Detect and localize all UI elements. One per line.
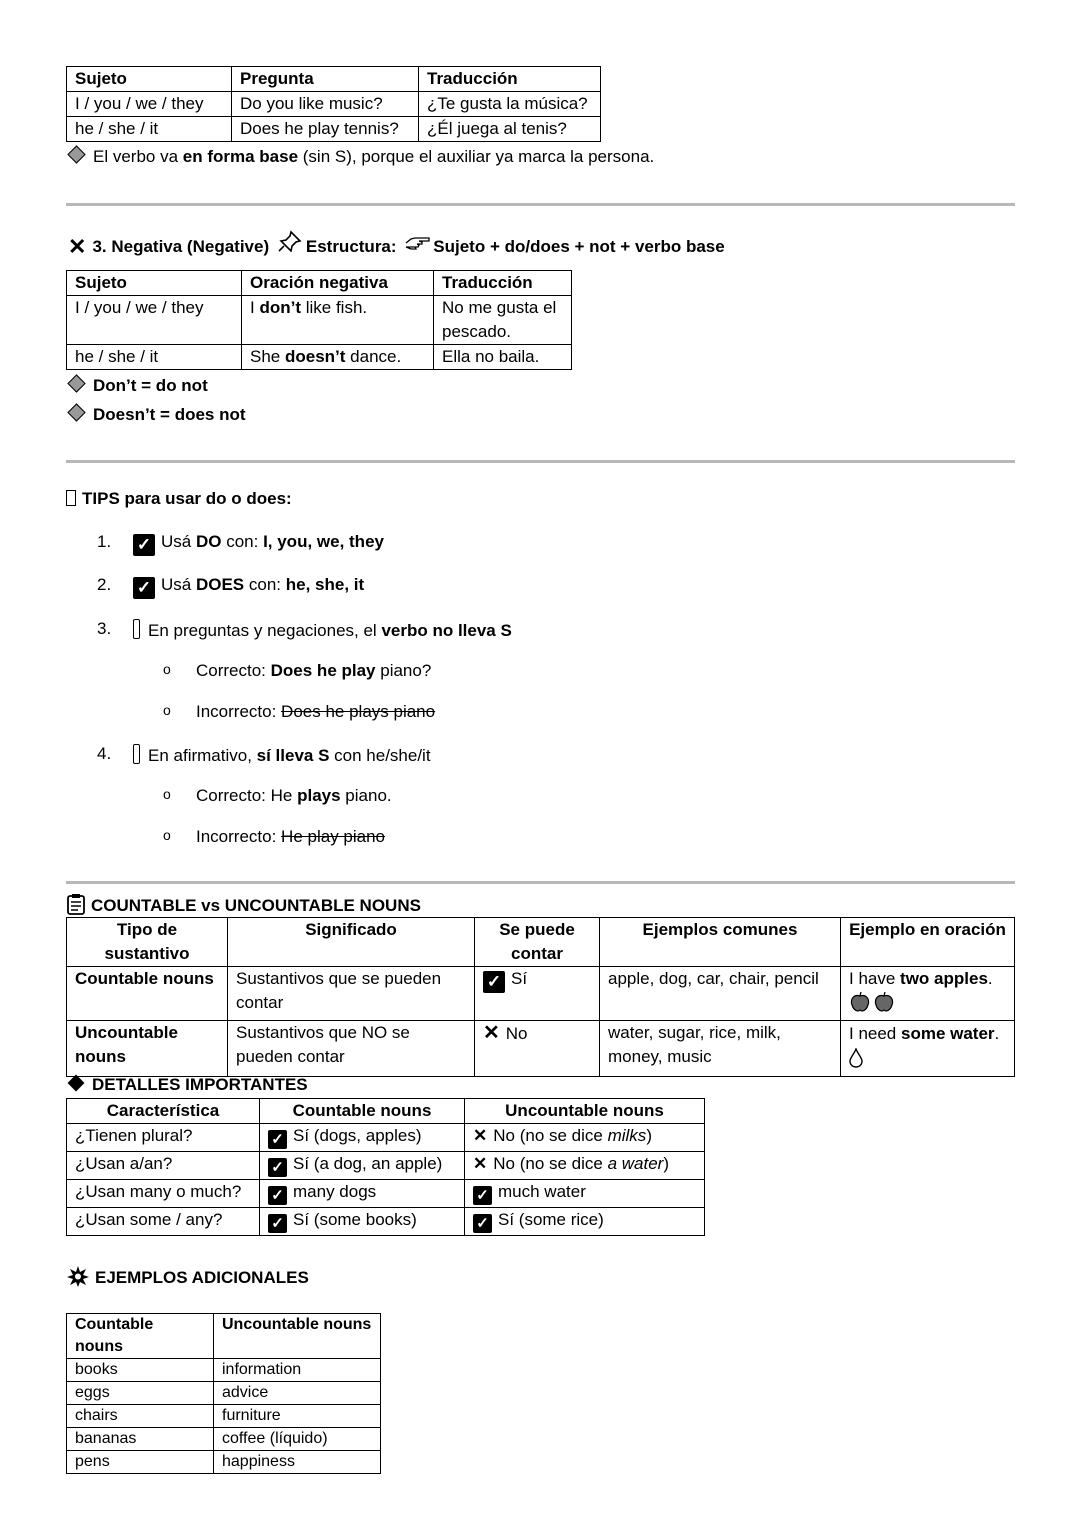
table-cell: I need some water. [841,1021,1015,1077]
question-table [66,66,601,142]
table-cell: ✓ Sí [475,967,600,1021]
table-cell: furniture [214,1405,381,1428]
table-cell: eggs [67,1382,214,1405]
details-table [66,1098,705,1236]
exclamation-icon [133,744,140,764]
table-header-cell: Uncountable nouns [465,1099,705,1124]
checkmark-icon: ✓ [268,1130,287,1149]
table-header-cell: Sujeto [67,67,232,92]
doesnt-note: Doesn’t = does not [66,405,246,425]
table-header-cell: Traducción [419,67,601,92]
checkmark-icon: ✓ [133,577,155,599]
table-cell: ✓ Sí (a dog, an apple) [260,1152,465,1180]
apple-icon [849,991,895,1020]
table-row [67,296,572,345]
table-row [67,1208,705,1236]
table-cell: books [67,1359,214,1382]
table-header-cell: Característica [67,1099,260,1124]
table-header-cell: Tipo de sustantivo [67,918,228,967]
table-cell: I have two apples. [841,967,1015,1021]
table-cell: he / she / it [67,117,232,142]
table-header-cell: Sujeto [67,271,242,296]
placeholder-box-icon [66,490,76,506]
table-row [67,345,572,370]
table-cell: water, sugar, rice, milk, money, music [600,1021,841,1077]
table-cell: ✓ Sí (some books) [260,1208,465,1236]
table-header-cell: Countable nouns [67,1314,214,1359]
table-header-cell: Uncountable nouns [214,1314,381,1359]
negative-section-heading: ✕ 3. Negativa (Negative) Estructura: Sujeto + do/does + not + verbo base [68,230,725,260]
table-cell: bananas [67,1428,214,1451]
divider [66,460,1015,463]
table-cell: ✕ No (no se dice a water) [465,1152,705,1180]
table-cell: ✓ much water [465,1180,705,1208]
table-cell: ✕ No (no se dice milks) [465,1124,705,1152]
table-cell: No me gusta el pescado. [434,296,572,345]
table-header-cell: Traducción [434,271,572,296]
table-cell: chairs [67,1405,214,1428]
table-row [67,1021,1015,1077]
checkmark-icon: ✓ [268,1158,287,1177]
table-row [67,1359,381,1382]
table-header-row [67,271,572,296]
table-cell: he / she / it [67,345,242,370]
table-row [67,92,601,117]
diamond-icon [68,1075,85,1092]
table-header-cell: Ejemplo en oración [841,918,1015,967]
table-row [67,1451,381,1474]
table-cell: ¿Te gusta la música? [419,92,601,117]
table-row [67,117,601,142]
table-cell: pens [67,1451,214,1474]
table-cell: advice [214,1382,381,1405]
cross-icon: ✕ [473,1126,488,1145]
table-header-cell: Se puede contar [475,918,600,967]
table-cell: Countable nouns [67,967,228,1021]
table-cell: ✓ Sí (dogs, apples) [260,1124,465,1152]
table-cell: ✓ many dogs [260,1180,465,1208]
exclamation-icon [133,619,140,639]
table-cell: I / you / we / they [67,296,242,345]
pushpin-icon [278,230,302,257]
countable-uncountable-table [66,917,1015,1077]
cross-icon: ✕ [473,1154,488,1173]
checkmark-icon: ✓ [483,971,505,993]
table-cell: Sustantivos que NO se pueden contar [228,1021,475,1077]
table-row [67,1152,705,1180]
table-cell: apple, dog, car, chair, pencil [600,967,841,1021]
table-cell: Uncountable nouns [67,1021,228,1077]
table-cell: ¿Usan some / any? [67,1208,260,1236]
table-header-row [67,1314,381,1359]
table-header-cell: Countable nouns [260,1099,465,1124]
cross-icon: ✕ [68,234,87,259]
table-header-row [67,918,1015,967]
checkmark-icon: ✓ [133,534,155,556]
table-cell: I / you / we / they [67,92,232,117]
table-cell: ¿Tienen plural? [67,1124,260,1152]
diamond-icon [67,374,85,392]
table-cell: ¿Usan a/an? [67,1152,260,1180]
table-cell: I don’t like fish. [242,296,434,345]
table-cell: coffee (líquido) [214,1428,381,1451]
cross-icon: ✕ [483,1022,500,1044]
pointing-hand-icon [405,234,431,257]
divider [66,881,1015,884]
dont-note: Don’t = do not [66,376,208,396]
table-header-row [67,1099,705,1124]
table-cell: Ella no baila. [434,345,572,370]
table-cell: information [214,1359,381,1382]
tips-heading: TIPS para usar do o does: [66,489,292,509]
base-form-note: El verbo va en forma base (sin S), porque el auxiliar ya marca la persona. [66,147,654,167]
nouns-section-heading: COUNTABLE vs UNCOUNTABLE NOUNS [66,893,421,920]
table-header-cell: Significado [228,918,475,967]
table-cell: ✓ Sí (some rice) [465,1208,705,1236]
extra-examples-table [66,1313,381,1474]
table-header-cell: Oración negativa [242,271,434,296]
details-heading: DETALLES IMPORTANTES [68,1075,308,1095]
table-cell: Does he play tennis? [232,117,419,142]
table-row [67,1428,381,1451]
negative-table [66,270,572,370]
table-cell: ¿Él juega al tenis? [419,117,601,142]
checkmark-icon: ✓ [473,1214,492,1233]
table-cell: ¿Usan many o much? [67,1180,260,1208]
table-row [67,1180,705,1208]
checkmark-icon: ✓ [268,1186,287,1205]
table-header-row [67,67,601,92]
clipboard-icon [66,893,86,920]
table-row [67,1124,705,1152]
divider [66,203,1015,206]
checkmark-icon: ✓ [473,1186,492,1205]
table-cell: She doesn’t dance. [242,345,434,370]
sparkle-icon [66,1265,90,1292]
table-header-cell: Pregunta [232,67,419,92]
diamond-icon [67,403,85,421]
table-row [67,967,1015,1021]
table-cell: Do you like music? [232,92,419,117]
table-cell: happiness [214,1451,381,1474]
table-header-cell: Ejemplos comunes [600,918,841,967]
table-cell: ✕ No [475,1021,600,1077]
checkmark-icon: ✓ [268,1214,287,1233]
table-row [67,1382,381,1405]
diamond-icon [67,145,85,163]
water-drop-icon [849,1048,863,1076]
table-row [67,1405,381,1428]
extra-examples-heading: EJEMPLOS ADICIONALES [66,1265,309,1292]
table-cell: Sustantivos que se pueden contar [228,967,475,1021]
